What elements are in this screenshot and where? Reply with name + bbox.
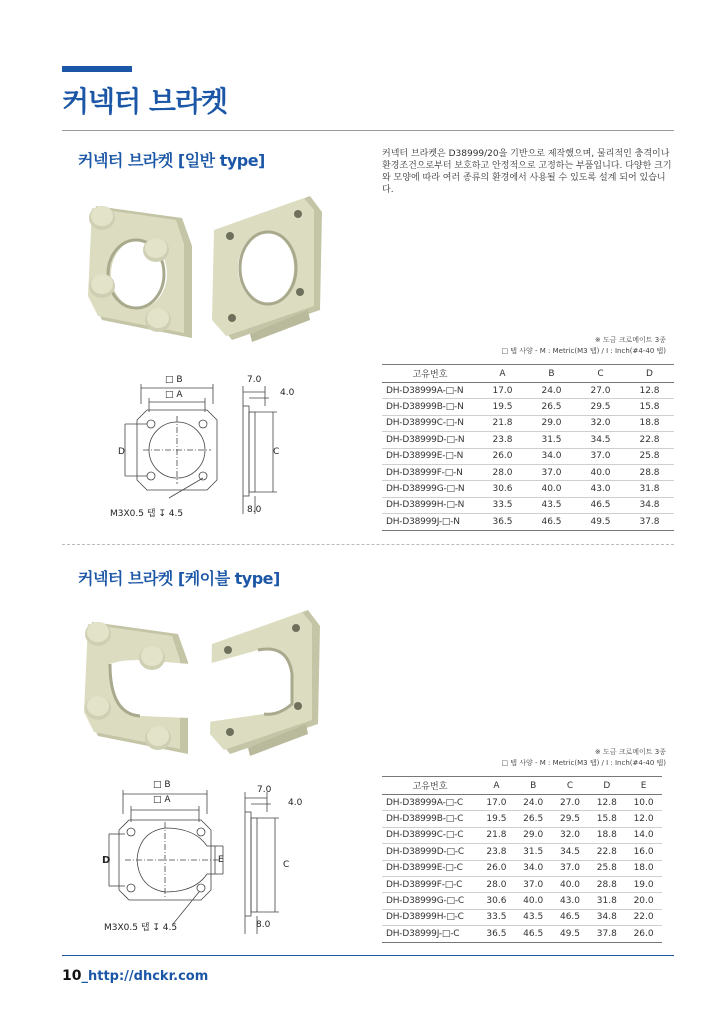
dim-label-a: □ A [165,390,183,400]
cell: 43.0 [576,481,625,497]
table-row [382,893,662,909]
cell: 40.0 [527,481,576,497]
col-header-c: C [576,365,625,383]
cell: 15.8 [588,811,625,827]
cell-id: DH-D38999J-□-N [382,514,478,530]
table-header-row [382,777,662,795]
col-header-d: D [588,777,625,795]
dim-label-b: □ B [153,780,171,790]
cell: 40.0 [515,893,552,909]
plating-note: ※ 도금 크로메이트 3종 [594,748,666,756]
table-row [382,844,662,860]
cell: 25.8 [588,860,625,876]
dim-label-d: D [102,855,111,866]
cell: 29.0 [515,827,552,843]
bracket-cable-back-image [208,604,328,764]
cell: 31.8 [588,893,625,909]
cell: 34.8 [588,909,625,925]
page-number: 10 [62,968,82,984]
title-divider [62,130,674,131]
cell: 34.8 [625,497,674,513]
cell: 33.5 [478,909,515,925]
cell: 19.0 [625,876,662,892]
cell: 34.0 [527,448,576,464]
spec-table-cable [382,776,662,943]
dim-label-c: C [283,860,290,870]
col-header-id: 고유번호 [382,777,478,795]
cell: 22.8 [588,844,625,860]
cell: 37.0 [515,876,552,892]
cell: 28.0 [478,876,515,892]
cell-id: DH-D38999J-□-C [382,926,478,942]
cell: 37.8 [588,926,625,942]
cell: 21.8 [478,827,515,843]
table-row [382,926,662,942]
cell-id: DH-D38999C-□-C [382,827,478,843]
cell: 46.5 [576,497,625,513]
cell: 30.6 [478,481,527,497]
table-row [382,827,662,843]
cell: 34.0 [515,860,552,876]
cell: 26.0 [478,860,515,876]
cell: 37.0 [552,860,589,876]
cell: 22.0 [625,909,662,925]
cell-id: DH-D38999H-□-C [382,909,478,925]
cell-id: DH-D38999D-□-N [382,432,478,448]
section-separator [62,544,674,545]
title-accent-bar [62,66,132,72]
cell: 49.5 [552,926,589,942]
cell: 34.5 [552,844,589,860]
table-row [382,795,662,811]
col-header-d: D [625,365,674,383]
dim-label-7: 7.0 [257,785,272,795]
bracket-cable-front-image [80,604,200,764]
cell-id: DH-D38999B-□-C [382,811,478,827]
page-title: 커넥터 브라켓 [62,85,228,118]
cell: 20.0 [625,893,662,909]
cell: 43.0 [552,893,589,909]
col-header-c: C [552,777,589,795]
cell: 29.5 [576,399,625,415]
cell: 15.8 [625,399,674,415]
cell: 23.8 [478,844,515,860]
table-row [382,448,674,464]
cell-id: DH-D38999G-□-N [382,481,478,497]
cell: 23.8 [478,432,527,448]
cell: 43.5 [515,909,552,925]
cell-id: DH-D38999F-□-C [382,876,478,892]
footer-url[interactable]: _http://dhckr.com [81,969,209,984]
cell: 26.0 [478,448,527,464]
cell-id: DH-D38999H-□-N [382,497,478,513]
dim-label-4: 4.0 [288,798,303,808]
cell: 37.0 [527,464,576,480]
footer-divider [62,955,674,956]
plating-note: ※ 도금 크로메이트 3종 [594,336,666,344]
cell: 34.5 [576,432,625,448]
table-row [382,464,674,480]
cell: 46.5 [552,909,589,925]
bracket-standard-back-image [210,190,330,350]
table-row [382,383,674,399]
cell-id: DH-D38999A-□-N [382,383,478,399]
cell: 18.0 [625,860,662,876]
dim-label-b: □ B [165,375,183,385]
dim-label-c: C [273,447,280,457]
cell: 21.8 [478,415,527,431]
cell: 14.0 [625,827,662,843]
dim-label-8: 8.0 [256,920,271,930]
cell: 18.8 [625,415,674,431]
dim-label-8: 8.0 [247,505,262,515]
cell: 12.8 [625,383,674,399]
cell: 49.5 [576,514,625,530]
cell: 12.0 [625,811,662,827]
cell: 29.5 [552,811,589,827]
cell-id: DH-D38999B-□-N [382,399,478,415]
bracket-standard-front-image [84,188,204,348]
table-row [382,399,674,415]
cell-id: DH-D38999E-□-N [382,448,478,464]
cell: 25.8 [625,448,674,464]
table-row [382,432,674,448]
tap-spec-note: □ 탭 사양 - M : Metric(M3 탭) / I : Inch(#4-40 탭) [501,347,666,355]
cell: 16.0 [625,844,662,860]
table-row [382,415,674,431]
table-header-row [382,365,674,383]
dim-label-a: □ A [153,795,171,805]
cell: 24.0 [527,383,576,399]
cell: 28.0 [478,464,527,480]
cell: 17.0 [478,383,527,399]
cell: 19.5 [478,399,527,415]
col-header-e: E [625,777,662,795]
cell-id: DH-D38999G-□-C [382,893,478,909]
cell: 31.5 [515,844,552,860]
cell: 29.0 [527,415,576,431]
cell: 17.0 [478,795,515,811]
cell: 22.8 [625,432,674,448]
col-header-b: B [527,365,576,383]
cell: 31.8 [625,481,674,497]
dim-label-e: E [218,855,224,865]
table-row [382,497,674,513]
col-header-b: B [515,777,552,795]
spec-table-standard [382,364,674,531]
cell: 19.5 [478,811,515,827]
cell-id: DH-D38999A-□-C [382,795,478,811]
table-row [382,860,662,876]
table-row [382,481,674,497]
table-row [382,811,662,827]
cell: 12.8 [588,795,625,811]
cell-id: DH-D38999C-□-N [382,415,478,431]
cell: 26.5 [515,811,552,827]
footer [62,968,208,984]
cell-id: DH-D38999E-□-C [382,860,478,876]
tap-spec-note: □ 탭 사양 - M : Metric(M3 탭) / I : Inch(#4-40 탭) [501,759,666,767]
cell: 46.5 [515,926,552,942]
section2-title: 커넥터 브라켓 [케이블 type] [78,569,280,588]
cell: 30.6 [478,893,515,909]
table-row [382,514,674,530]
cell: 36.5 [478,926,515,942]
col-header-a: A [478,777,515,795]
cell: 43.5 [527,497,576,513]
section1-title: 커넥터 브라켓 [일반 type] [78,151,265,170]
cell: 40.0 [552,876,589,892]
cell: 33.5 [478,497,527,513]
table-row [382,909,662,925]
cell: 36.5 [478,514,527,530]
cell: 32.0 [576,415,625,431]
table-row [382,876,662,892]
cell-id: DH-D38999F-□-N [382,464,478,480]
dim-label-7: 7.0 [247,375,262,385]
cell: 28.8 [625,464,674,480]
cell: 40.0 [576,464,625,480]
col-header-id: 고유번호 [382,365,478,383]
bracket-cable-drawing [95,778,305,938]
section1-description: 커넥터 브라켓은 D38999/20을 기반으로 제작했으며, 물리적인 충격이나 환경조건으로부터 보호하고 안정적으로 고정하는 부품입니다. 다양한 크기와 모양에 따라 여러 종류의 환경에서 사용될 수 있도록 설계 되어 있습니다. [382,149,672,195]
cell: 32.0 [552,827,589,843]
cell: 31.5 [527,432,576,448]
cell: 28.8 [588,876,625,892]
dim-label-d: D [118,447,125,457]
cell: 26.0 [625,926,662,942]
cell: 27.0 [576,383,625,399]
tap-note: M3X0.5 탭 ↧ 4.5 [104,923,178,933]
cell: 26.5 [527,399,576,415]
cell: 46.5 [527,514,576,530]
tap-note: M3X0.5 탭 ↧ 4.5 [110,509,184,519]
cell: 37.8 [625,514,674,530]
cell: 27.0 [552,795,589,811]
cell: 24.0 [515,795,552,811]
cell: 37.0 [576,448,625,464]
col-header-a: A [478,365,527,383]
cell: 18.8 [588,827,625,843]
cell: 10.0 [625,795,662,811]
dim-label-4: 4.0 [280,388,295,398]
cell-id: DH-D38999D-□-C [382,844,478,860]
